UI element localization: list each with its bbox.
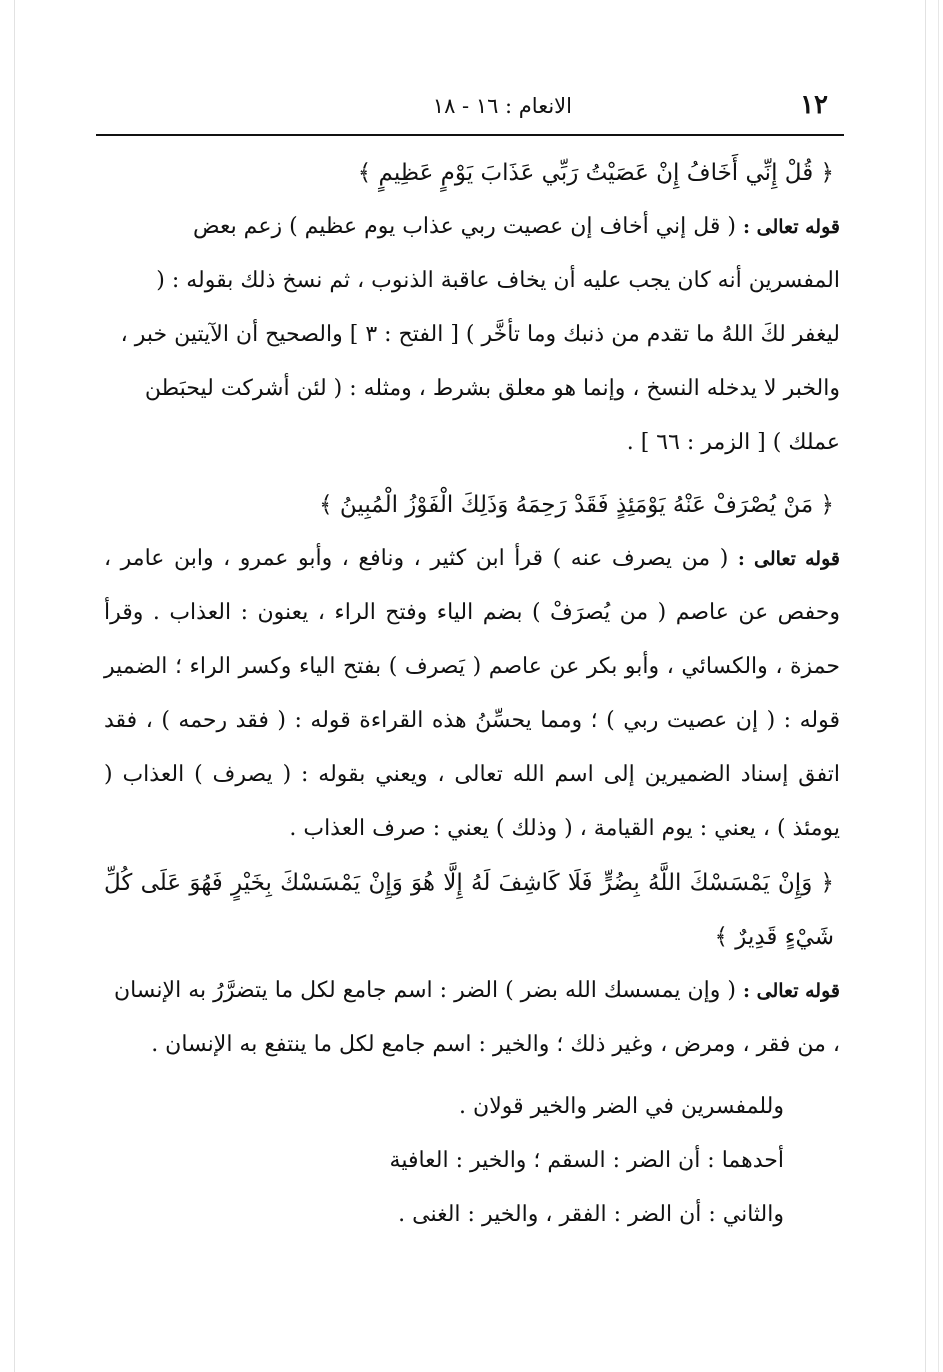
quran-verse-text: ﴿ قُلْ إِنِّي أَخَافُ إِنْ عَصَيْتُ رَبِّي عَذَابَ يَوْمٍ عَظِيمٍ ﴾ (357, 160, 834, 186)
paragraph-text: ( وإن يمسسك الله بضر ) الضر : اسم جامع لكل ما يتضرَّرُ به الإنسان ، من فقر ، ومرض ، وغير ذلك ؛ والخير : اسم جامع لكل ما ينتفع به الإنسان . (113, 978, 840, 1057)
scan-edge-line-right (925, 0, 926, 1372)
paragraph-lead: قوله تعالى : (743, 980, 840, 1002)
indented-line: والثاني : أن الضر : الفقر ، والخير : الغنى . (398, 1202, 784, 1227)
verse-block (104, 478, 840, 532)
quran-verse-text: ﴿ وَإِنْ يَمْسَسْكَ اللَّهُ بِضُرٍّ فَلَا كَاشِفَ لَهُ إِلَّا هُوَ وَإِنْ يَمْسَسْكَ بِخَيْرٍ فَهُوَ عَلَى كُلِّ شَيْءٍ قَدِيرٌ ﴾ (104, 870, 834, 950)
verse-block (104, 146, 840, 200)
header-rule (96, 134, 844, 136)
scan-edge-line-far-right (938, 0, 939, 1372)
paragraph-lead: قوله تعالى : (743, 216, 840, 238)
running-title: الانعام : ١٦ - ١٨ (432, 94, 572, 118)
verse-block (104, 856, 840, 964)
page-number: ١٢ (800, 90, 828, 120)
page-body (104, 146, 840, 1242)
commentary-paragraph (104, 532, 840, 856)
indented-line: أحدهما : أن الضر : السقم ؛ والخير : العافية (389, 1148, 784, 1173)
indented-line: وللمفسرين في الضر والخير قولان . (459, 1094, 784, 1119)
page-header (96, 88, 838, 136)
commentary-paragraph (104, 200, 840, 470)
scan-edge-line-left (14, 0, 15, 1372)
paragraph-text: ( من يصرف عنه ) قرأ ابن كثير ، ونافع ، وأبو عمرو ، وابن عامر ، وحفص عن عاصم ( من يُصرَفْ ) بضم الياء وفتح الراء ، يعنون : العذاب . وقرأ حمزة ، والكسائي ، وأبو بكر عن عاصم ( يَصرف ) بفتح الياء وكسر الراء ؛ الضمير قوله : ( إن عصيت ربي ) ؛ ومما يحسِّنُ هذه القراءة قوله : ( فقد رحمه ) ، فقد اتفق إسناد الضميرين إلى اسم الله تعالى ، ويعني بقوله : ( يصرف ) العذاب ( يومئذ ) ، يعني : يوم القيامة ، ( وذلك ) يعني : صرف العذاب . (104, 546, 840, 841)
paragraph-lead: قوله تعالى : (737, 548, 840, 570)
quran-verse-text: ﴿ مَنْ يُصْرَفْ عَنْهُ يَوْمَئِذٍ فَقَدْ رَحِمَهُ وَذَلِكَ الْفَوْزُ الْمُبِينُ ﴾ (319, 492, 834, 518)
commentary-paragraph (104, 964, 840, 1072)
paragraph-text: ( قل إني أخاف إن عصيت ربي عذاب يوم عظيم ) زعم بعض المفسرين أنه كان يجب عليه أن يخاف عاقبة الذنوب ، ثم نسخ ذلك بقوله : ( ليغفر لكَ اللهُ ما تقدم من ذنبك وما تأخَّر ) [ الفتح : ٣ ] والصحيح أن الآيتين خبر ، والخبر لا يدخله النسخ ، وإنما هو معلق بشرط ، ومثله : ( لئن أشركت ليحبَطن عملك ) [ الزمر : ٦٦ ] . (120, 214, 840, 455)
